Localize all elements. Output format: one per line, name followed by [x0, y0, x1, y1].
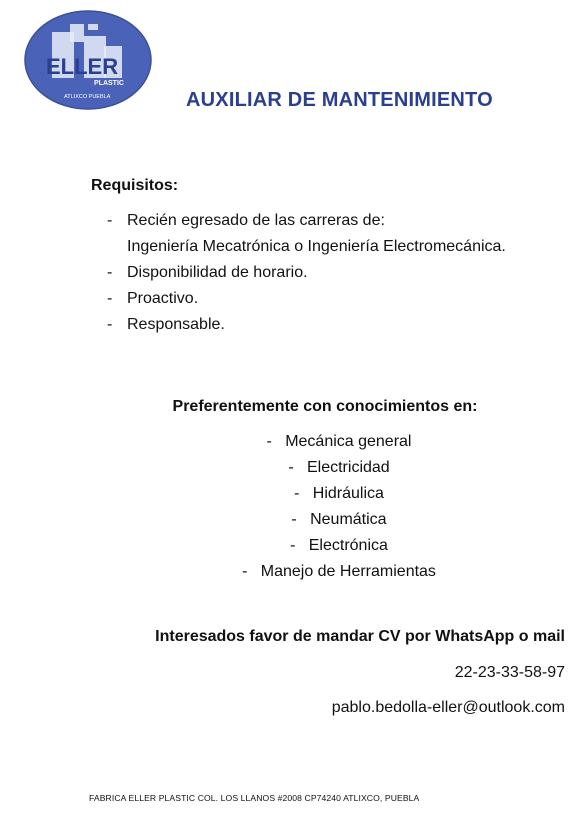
requirement-item	[107, 264, 308, 282]
job-title: AUXILIAR DE MANTENIMIENTO	[186, 89, 493, 111]
logo-brand-text: ELLER	[46, 54, 119, 79]
bullet-dash: -	[291, 511, 311, 528]
eller-plastic-logo-graphic	[24, 10, 152, 110]
bullet-dash: -	[107, 212, 113, 229]
bullet-dash: -	[290, 537, 309, 554]
preferred-heading: Preferentemente con conocimientos en:	[172, 398, 478, 415]
footer-address: FABRICA ELLER PLASTIC COL. LOS LLANOS #2008 CP74240 ATLIXCO, PUEBLA	[89, 793, 420, 803]
requirements-heading: Requisitos:	[91, 177, 179, 194]
preferred-item	[0, 511, 582, 529]
requirement-text: Disponibilidad de horario.	[127, 264, 308, 281]
contact-email: pablo.bedolla-eller@outlook.com	[331, 699, 565, 716]
preferred-text: Electricidad	[306, 459, 390, 476]
company-logo	[24, 10, 152, 110]
requirement-item	[107, 212, 385, 230]
preferred-item	[0, 537, 582, 555]
preferred-item	[0, 485, 582, 503]
logo-location-text: ATLIXCO PUEBLA	[64, 94, 111, 100]
requirement-item	[107, 316, 225, 334]
requirement-item	[107, 290, 198, 308]
preferred-text: Hidráulica	[312, 485, 384, 502]
bullet-dash: -	[107, 264, 113, 281]
bullet-dash: -	[288, 459, 307, 476]
preferred-item	[0, 433, 582, 451]
preferred-text: Manejo de Herramientas	[260, 563, 436, 580]
contact-phone: 22-23-33-58-97	[454, 664, 565, 681]
preferred-text: Neumática	[310, 511, 387, 528]
bullet-dash: -	[107, 316, 113, 333]
preferred-item	[0, 459, 582, 477]
requirement-continuation: Ingeniería Mecatrónica o Ingeniería Electromecánica.	[127, 238, 506, 255]
bullet-dash: -	[242, 563, 261, 580]
preferred-text: Electrónica	[308, 537, 388, 554]
logo-sub-text: PLASTIC	[94, 80, 124, 87]
bullet-dash: -	[294, 485, 313, 502]
preferred-item	[0, 563, 582, 581]
preferred-text: Mecánica general	[285, 433, 412, 450]
requirement-text: Proactivo.	[127, 290, 199, 307]
bullet-dash: -	[266, 433, 286, 450]
bullet-dash: -	[107, 290, 113, 307]
contact-heading: Interesados favor de mandar CV por WhatsApp o mail	[155, 628, 565, 645]
requirement-text: Recién egresado de las carreras de:	[127, 212, 385, 229]
requirement-text: Responsable.	[127, 316, 225, 333]
